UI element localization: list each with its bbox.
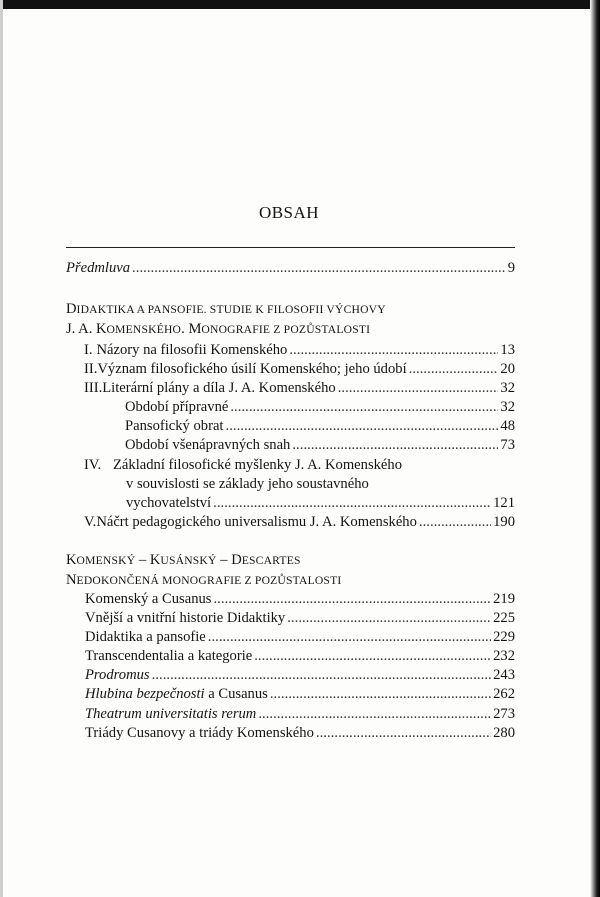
section-heading-komensky-line2 [66, 570, 341, 591]
toc-subentry[interactable] [125, 397, 515, 417]
leader-dots [208, 627, 491, 647]
toc-entry[interactable] [84, 512, 515, 532]
heading-smallcaps: IDAKTIKA A PANSOFIE. STUDIE K FILOSOFII VÝCHOVY [76, 303, 386, 316]
heading-smallcaps: ESCARTES [241, 554, 301, 567]
toc-label: Základní filosofické myšlenky J. A. Komenského [113, 457, 402, 473]
toc-label: Didaktika a pansofie [85, 629, 206, 645]
toc-page: 225 [493, 610, 515, 626]
leader-dots [289, 340, 498, 360]
toc-entry[interactable] [85, 608, 515, 628]
toc-page: 229 [493, 629, 515, 645]
leader-dots [230, 397, 498, 417]
toc-page: 219 [493, 591, 515, 607]
heading-smallcaps: OMENSKÉHO [106, 323, 182, 336]
title-rule [66, 247, 515, 248]
leader-dots [213, 589, 491, 609]
toc-label-italic: Hlubina bezpečnosti [85, 686, 205, 702]
heading-cap: – D [216, 552, 242, 568]
leader-dots [270, 684, 491, 704]
scan-border-left [0, 0, 3, 897]
heading-smallcaps: ONOGRAFIE Z POZŮSTALOSTI [201, 323, 371, 336]
toc-page: 232 [493, 648, 515, 664]
toc-label: Triády Cusanovy a triády Komenského [85, 725, 314, 741]
toc-entry-multiline[interactable] [84, 455, 402, 475]
toc-label: Předmluva [66, 260, 131, 276]
toc-label: v souvislosti se základy jeho soustavného [126, 476, 369, 492]
toc-page: 73 [500, 437, 515, 453]
toc-label: Období všenápravných snah [125, 437, 291, 453]
scan-border-right [590, 0, 600, 897]
leader-dots [258, 704, 491, 724]
leader-dots [287, 608, 491, 628]
toc-subentry[interactable] [125, 416, 515, 436]
page-title: OBSAH [258, 203, 320, 222]
roman-numeral: V. [84, 514, 97, 530]
section-heading-didaktika [66, 299, 386, 320]
leader-dots [254, 646, 491, 666]
toc-label: Komenský a Cusanus [85, 591, 212, 607]
leader-dots [292, 435, 498, 455]
toc-page: 280 [493, 725, 515, 741]
toc-entry[interactable] [84, 340, 515, 360]
leader-dots [409, 359, 499, 379]
toc-entry[interactable] [85, 646, 515, 666]
toc-entry[interactable] [85, 723, 515, 743]
section-heading-didaktika-line2 [66, 319, 370, 340]
toc-page: 243 [493, 667, 515, 683]
leader-dots [316, 723, 491, 743]
scan-border-top [0, 0, 600, 9]
roman-numeral: IV. [84, 457, 102, 473]
toc-page: 9 [507, 260, 515, 276]
toc-page: 190 [493, 514, 515, 530]
toc-label: Období přípravné [125, 399, 229, 415]
toc-page: 262 [493, 686, 515, 702]
toc-entry[interactable] [85, 704, 515, 724]
toc-page: 121 [493, 495, 515, 511]
toc-page: 20 [500, 361, 515, 377]
leader-dots [338, 378, 499, 398]
toc-entry[interactable] [85, 665, 515, 685]
toc-page: 32 [500, 399, 515, 415]
roman-numeral: I. [84, 342, 93, 358]
leader-dots [226, 416, 499, 436]
toc-entry-continuation[interactable] [126, 493, 515, 513]
toc-label: Theatrum universitatis rerum [85, 706, 257, 722]
toc-page: 13 [500, 342, 515, 358]
toc-page: 48 [500, 418, 515, 434]
heading-cap: – K [135, 552, 161, 568]
toc-label [85, 684, 268, 704]
toc-label: Vnější a vnitřní historie Didaktiky [85, 610, 286, 626]
heading-cap: J. A. K [66, 321, 107, 337]
toc-entry-continuation [126, 474, 369, 494]
toc-label: Transcendentalia a kategorie [85, 648, 253, 664]
toc-entry[interactable] [85, 684, 515, 704]
toc-entry[interactable] [85, 589, 515, 609]
toc-label-rest: a Cusanus [204, 686, 268, 702]
toc-entry[interactable] [85, 627, 515, 647]
toc-entry-preface[interactable] [66, 258, 515, 278]
toc-label: Náčrt pedagogického universalismu J. A. Komenského [96, 514, 417, 530]
heading-smallcaps: OMENSKÝ [76, 554, 136, 567]
leader-dots [152, 665, 492, 685]
leader-dots [213, 493, 491, 513]
toc-page: 273 [493, 706, 515, 722]
roman-numeral: II. [84, 361, 98, 377]
roman-numeral: III. [84, 380, 103, 396]
toc-label: Prodromus [85, 667, 150, 683]
leader-dots [132, 258, 506, 278]
toc-entry[interactable] [84, 359, 515, 379]
toc-entry[interactable] [84, 378, 515, 398]
toc-subentry[interactable] [125, 435, 515, 455]
toc-label: Literární plány a díla J. A. Komenského [102, 380, 336, 396]
heading-cap: K [66, 552, 77, 568]
toc-page: 32 [500, 380, 515, 396]
leader-dots [419, 512, 491, 532]
section-heading-komensky [66, 550, 301, 571]
heading-cap: . M [181, 321, 202, 337]
toc-label: Význam filosofického úsilí Komenského; jeho údobí [97, 361, 407, 377]
heading-smallcaps: USÁNSKÝ [160, 554, 217, 567]
heading-smallcaps: EDOKONČENÁ MONOGRAFIE Z POZŮSTALOSTI [76, 574, 342, 587]
heading-cap: D [66, 301, 77, 317]
toc-label: Pansofický obrat [125, 418, 224, 434]
heading-cap: N [66, 572, 77, 588]
toc-label: vychovatelství [126, 495, 212, 511]
toc-label: Názory na filosofii Komenského [96, 342, 288, 358]
